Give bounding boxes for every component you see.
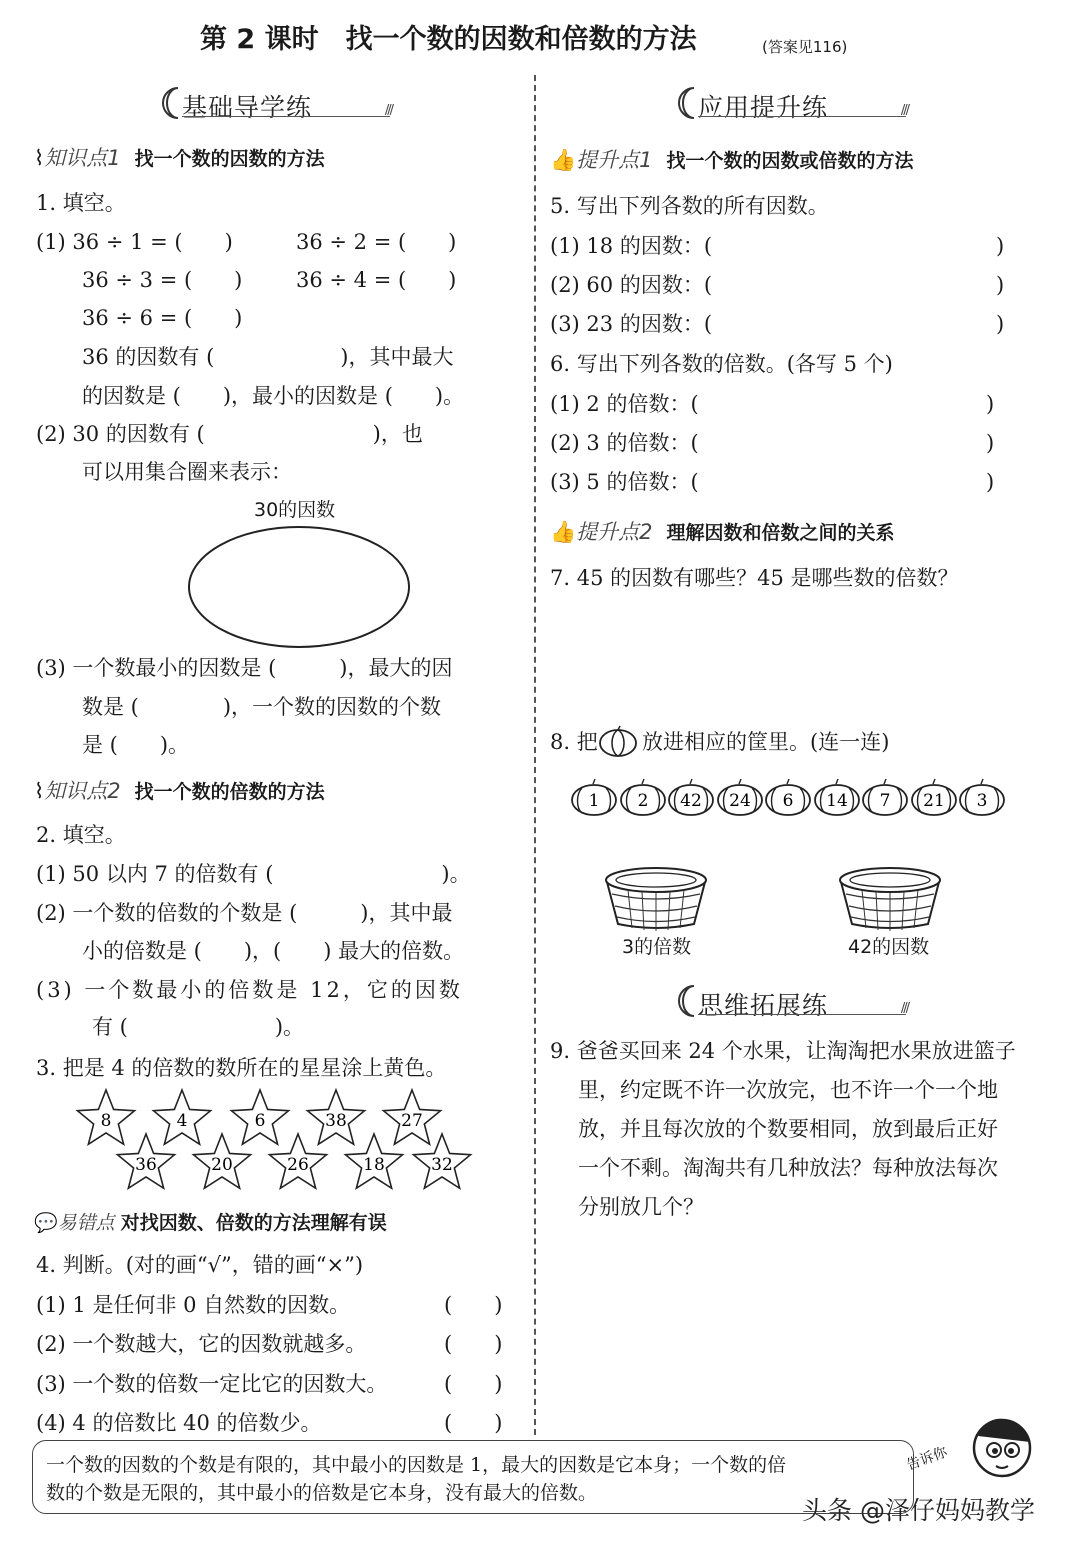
- q5-item: (1) 18 的因数：(: [550, 234, 713, 258]
- q4-item: (3) 一个数的倍数一定比它的因数大。: [36, 1372, 388, 1396]
- q4-item: (1) 1 是任何非 0 自然数的因数。: [36, 1293, 351, 1317]
- pumpkin-number: 1: [588, 791, 600, 811]
- q1-line: 是 ( )。: [82, 733, 190, 757]
- star-20[interactable]: [189, 1129, 255, 1193]
- thumbs-up-icon: 👍: [550, 148, 577, 172]
- star-number: 27: [401, 1111, 423, 1131]
- q4-answer-box[interactable]: ( ): [444, 1332, 503, 1356]
- pumpkin-21[interactable]: [910, 776, 958, 818]
- q6-close: ): [986, 392, 995, 416]
- error-point: 💬易错点 对找因数、倍数的方法理解有误: [34, 1212, 387, 1234]
- q9-line: 9. 爸爸买回来 24 个水果，让淘淘把水果放进篮子: [550, 1039, 1016, 1063]
- watermark: 头条 @泽仔妈妈教学: [802, 1496, 1035, 1525]
- paperclip-icon: ⌇: [34, 779, 45, 803]
- star-number: 6: [254, 1111, 266, 1131]
- q6-close: ): [986, 470, 995, 494]
- q6-item: (2) 3 的倍数：(: [550, 431, 699, 455]
- star-32[interactable]: [409, 1129, 475, 1193]
- mascot-caption: 告诉你: [904, 1444, 950, 1474]
- q1-line: 36 的因数有 ( )，其中最大: [82, 345, 454, 369]
- pumpkin-6[interactable]: [764, 776, 812, 818]
- star-number: 18: [363, 1155, 385, 1175]
- speech-bubble-icon: 💬: [34, 1212, 58, 1234]
- q8-heading-a: 8. 把: [550, 730, 598, 754]
- pumpkin-number: 21: [922, 791, 945, 811]
- star-36[interactable]: [113, 1129, 179, 1193]
- pumpkin-number: 24: [728, 791, 751, 811]
- paperclip-icon: ⌇: [34, 146, 45, 170]
- q1-line: 的因数是 ( )，最小的因数是 ( )。: [82, 384, 465, 408]
- star-number: 4: [176, 1111, 188, 1131]
- section-title: 基础导学练: [182, 93, 313, 122]
- q3-heading: 3. 把是 4 的倍数的数所在的星星涂上黄色。: [36, 1056, 447, 1080]
- q1-line: (1) 36 ÷ 1 = ( ): [36, 230, 233, 254]
- star-18[interactable]: [341, 1129, 407, 1193]
- basket-icon[interactable]: [604, 866, 708, 932]
- q1-line: 36 ÷ 2 = ( ): [296, 230, 457, 254]
- q2-line: (1) 50 以内 7 的倍数有 ( )。: [36, 862, 471, 886]
- q1-line: 36 ÷ 3 = ( ): [82, 268, 243, 292]
- q5-item: (2) 60 的因数：(: [550, 273, 713, 297]
- section-banner-apply: 应用提升练 ///: [676, 86, 906, 120]
- q1-line: 数是 ( )，一个数的因数的个数: [82, 695, 442, 719]
- knowledge-point-1: ⌇知识点1 找一个数的因数的方法: [34, 146, 325, 170]
- basket-icon[interactable]: [838, 866, 942, 932]
- q4-heading: 4. 判断。(对的画“√”，错的画“×”): [36, 1253, 364, 1277]
- q4-item: (2) 一个数越大，它的因数就越多。: [36, 1332, 367, 1356]
- q2-line: (2) 一个数的倍数的个数是 ( )，其中最: [36, 901, 453, 925]
- section-banner-basic: 基础导学练 ///: [160, 86, 390, 120]
- mascot-icon: [968, 1412, 1036, 1482]
- pumpkin-number: 6: [782, 791, 794, 811]
- column-divider: [534, 75, 536, 1435]
- q4-item: (4) 4 的倍数比 40 的倍数少。: [36, 1411, 322, 1435]
- basket-label-multiples-of-3: 3的倍数: [622, 936, 692, 958]
- star-number: 26: [287, 1155, 309, 1175]
- star-number: 20: [211, 1155, 233, 1175]
- pumpkin-24[interactable]: [716, 776, 764, 818]
- q9-line: 放，并且每次放的个数要相同，放到最后正好: [578, 1117, 998, 1141]
- set-circle-label: 30的因数: [254, 499, 336, 521]
- q2-line: 小的倍数是 ( )，( ) 最大的倍数。: [82, 939, 465, 963]
- q1-line: (2) 30 的因数有 ( )，也: [36, 422, 423, 446]
- star-number: 32: [431, 1155, 453, 1175]
- summary-line: 数的个数是无限的，其中最小的倍数是它本身，没有最大的倍数。: [46, 1482, 598, 1504]
- q1-line: 可以用集合圈来表示：: [82, 460, 292, 484]
- answer-reference: (答案见116): [762, 38, 848, 56]
- section-banner-think: 思维拓展练 ///: [676, 984, 906, 1018]
- q4-answer-box[interactable]: ( ): [444, 1372, 503, 1396]
- section-title: 应用提升练: [698, 93, 829, 122]
- pumpkin-number: 2: [637, 791, 648, 811]
- pumpkin-7[interactable]: [861, 776, 909, 818]
- q4-answer-box[interactable]: ( ): [444, 1293, 503, 1317]
- pumpkin-42[interactable]: [667, 776, 715, 818]
- pumpkin-3[interactable]: [958, 776, 1006, 818]
- q2-heading: 2. 填空。: [36, 823, 126, 847]
- q5-close: ): [996, 234, 1005, 258]
- pumpkin-number: 7: [879, 791, 891, 811]
- summary-line: 一个数的因数的个数是有限的，其中最小的因数是 1，最大的因数是它本身；一个数的倍: [46, 1454, 787, 1476]
- q2-line: 有 ( )。: [92, 1015, 305, 1039]
- page-title: 第 2 课时 找一个数的因数和倍数的方法: [200, 24, 697, 55]
- q5-close: ): [996, 273, 1005, 297]
- improve-point-1: 👍提升点1 找一个数的因数或倍数的方法: [550, 148, 914, 172]
- pumpkin-14[interactable]: [813, 776, 861, 818]
- q6-item: (3) 5 的倍数：(: [550, 470, 699, 494]
- knowledge-point-2: ⌇知识点2 找一个数的倍数的方法: [34, 779, 325, 803]
- pumpkin-icon: [598, 724, 638, 758]
- pumpkin-1[interactable]: [570, 776, 618, 818]
- q2-line: (3) 一个数最小的倍数是 12，它的因数: [36, 978, 463, 1002]
- q5-close: ): [996, 312, 1005, 336]
- q9-line: 分别放几个？: [578, 1195, 704, 1219]
- pumpkin-number: 42: [680, 791, 702, 811]
- q8-heading-b: 放进相应的筐里。(连一连): [642, 730, 890, 754]
- q1-heading: 1. 填空。: [36, 191, 126, 215]
- basket-label-factors-of-42: 42的因数: [848, 936, 930, 958]
- q6-item: (1) 2 的倍数：(: [550, 392, 699, 416]
- improve-point-2: 👍提升点2 理解因数和倍数之间的关系: [550, 520, 895, 544]
- q9-line: 一个不剩。淘淘共有几种放法？每种放法每次: [578, 1156, 998, 1180]
- star-26[interactable]: [265, 1129, 331, 1193]
- q5-heading: 5. 写出下列各数的所有因数。: [550, 194, 829, 218]
- star-number: 8: [100, 1111, 112, 1131]
- q1-line: 36 ÷ 6 = ( ): [82, 306, 243, 330]
- q4-answer-box[interactable]: ( ): [444, 1411, 503, 1435]
- star-number: 38: [325, 1111, 347, 1131]
- pumpkin-2[interactable]: [619, 776, 667, 818]
- q9-line: 里，约定既不许一次放完，也不许一个一个地: [578, 1078, 998, 1102]
- q5-item: (3) 23 的因数：(: [550, 312, 713, 336]
- q6-heading: 6. 写出下列各数的倍数。(各写 5 个): [550, 352, 893, 376]
- q6-close: ): [986, 431, 995, 455]
- set-circle: [186, 524, 412, 650]
- q1-line: (3) 一个数最小的因数是 ( )，最大的因: [36, 656, 453, 680]
- star-number: 36: [135, 1155, 157, 1175]
- pumpkin-number: 3: [976, 791, 988, 811]
- thumbs-up-icon: 👍: [550, 520, 577, 544]
- section-title: 思维拓展练: [698, 991, 829, 1020]
- q1-line: 36 ÷ 4 = ( ): [296, 268, 457, 292]
- q7-heading: 7. 45 的因数有哪些？45 是哪些数的倍数？: [550, 566, 959, 590]
- pumpkin-number: 14: [825, 791, 848, 811]
